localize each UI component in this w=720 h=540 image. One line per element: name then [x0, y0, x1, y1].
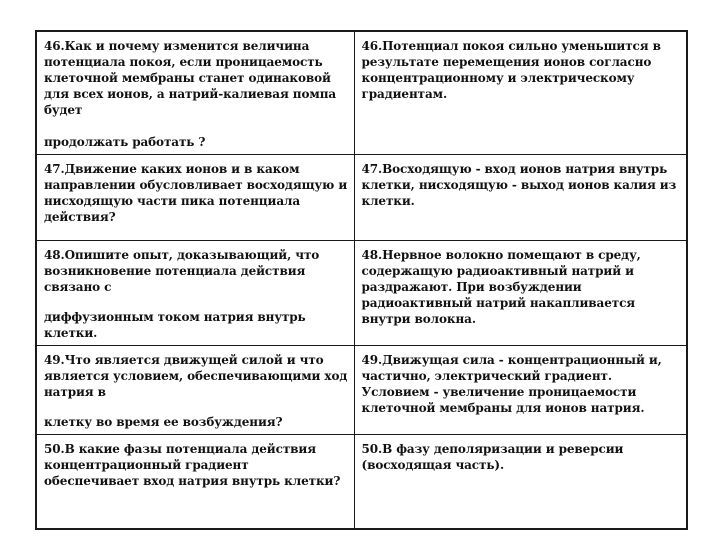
table-row: [36, 155, 687, 241]
question-text-continued: продолжать работать ?: [44, 135, 206, 149]
question-text-continued: диффузионным током натрия внутрь клетки.: [44, 310, 306, 340]
question-text: 48.Опишите опыт, доказывающий, что возникновение потенциала действия связано с: [44, 248, 320, 294]
qa-table: [35, 30, 688, 530]
answer-text: 49.Движущая сила - концентрационный и, частично, электрический градиент. Условием - увеличение проницаемости клеточной мембраны для ионов натрия.: [361, 353, 662, 415]
question-text: 50.В какие фазы потенциала действия концентрационный градиент обеспечивает вход натрия внутрь клетки?: [44, 442, 341, 488]
answer-text: 47.Восходящую - вход ионов натрия внутрь клетки, нисходящую - выход ионов калия из клетки.: [361, 162, 677, 208]
table-row: [36, 31, 687, 155]
question-text: 47.Движение каких ионов и в каком направлении обусловливает восходящую и нисходящую части пика потенциала действия?: [44, 162, 348, 224]
question-text: 46.Как и почему изменится величина потенциала покоя, если проницаемость клеточной мембраны станет одинаковой для всех ионов, а натрий-калиевая помпа будет: [44, 39, 337, 117]
answer-cell: [354, 241, 687, 346]
question-cell: [36, 435, 354, 529]
answer-text: 50.В фазу деполяризации и реверсии (восходящая часть).: [361, 442, 624, 472]
answer-text: 48.Нервное волокно помещают в среду, содержащую радиоактивный натрий и раздражают. При возбуждении радиоактивный натрий накапливается внутри волокна.: [361, 248, 641, 326]
question-cell: [36, 241, 354, 346]
table-row: [36, 346, 687, 435]
question-text-continued: клетку во время ее возбуждения?: [44, 415, 283, 429]
answer-cell: [354, 435, 687, 529]
answer-cell: [354, 346, 687, 435]
question-cell: [36, 346, 354, 435]
question-cell: [36, 31, 354, 155]
question-cell: [36, 155, 354, 241]
answer-cell: [354, 31, 687, 155]
question-text: 49.Что является движущей силой и что является условием, обеспечивающими ход натрия в: [44, 353, 348, 399]
table-row: [36, 241, 687, 346]
table-row: [36, 435, 687, 529]
answer-cell: [354, 155, 687, 241]
answer-text: 46.Потенциал покоя сильно уменьшится в результате перемещения ионов согласно концентрационному и электрическому градиентам.: [361, 39, 661, 101]
